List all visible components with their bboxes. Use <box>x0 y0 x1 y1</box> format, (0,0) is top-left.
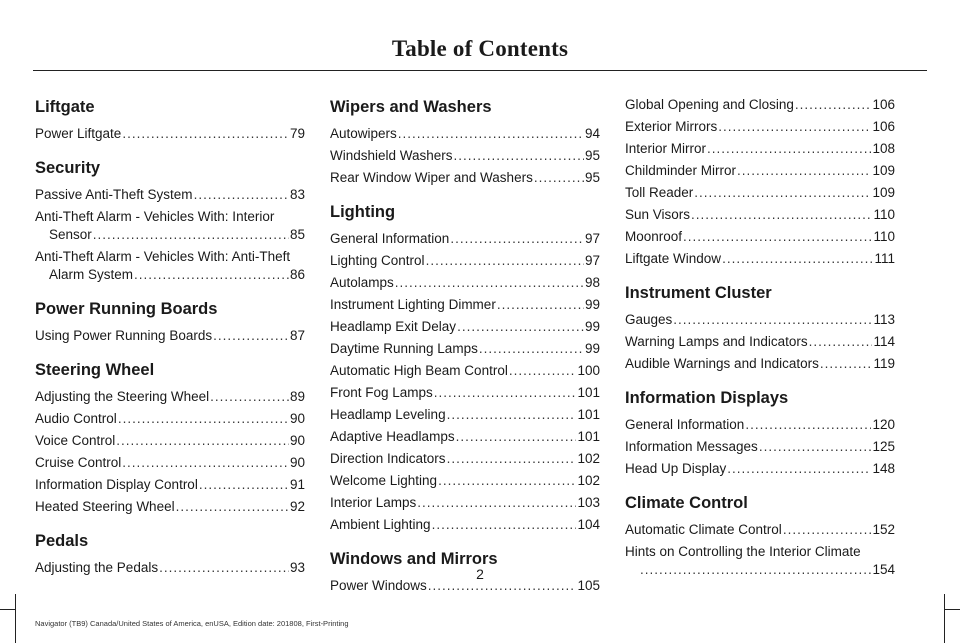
dot-leader <box>820 355 873 373</box>
crop-mark-left-horizontal <box>0 609 15 610</box>
entry-continuation <box>35 266 305 284</box>
toc-entry[interactable] <box>35 454 305 472</box>
dot-leader <box>134 266 289 284</box>
toc-section <box>625 387 895 478</box>
entry-page-number: 106 <box>872 119 895 134</box>
toc-column-2 <box>330 96 600 603</box>
dot-leader <box>707 140 871 158</box>
entry-page-number: 97 <box>584 253 600 268</box>
dot-leader <box>176 498 289 516</box>
toc-entry[interactable] <box>625 311 895 329</box>
dot-leader <box>194 186 289 204</box>
entry-label: Childminder Mirror <box>625 163 737 178</box>
entry-label: General Information <box>330 231 450 246</box>
section-heading: Climate Control <box>625 494 748 512</box>
dot-leader <box>737 162 871 180</box>
dot-leader <box>683 228 872 246</box>
entry-label: Moonroof <box>625 229 683 244</box>
edition-footer: Navigator (TB9) Canada/United States of America, enUSA, Edition date: 201808, First-Printing <box>35 619 349 628</box>
toc-section <box>625 282 895 373</box>
entry-page-number: 152 <box>872 522 895 537</box>
entry-label: Sun Visors <box>625 207 691 222</box>
dot-leader <box>199 476 289 494</box>
toc-entry[interactable] <box>35 208 305 244</box>
entry-label: Cruise Control <box>35 455 122 470</box>
toc-entry[interactable] <box>35 125 305 143</box>
entry-page-number: 103 <box>577 495 600 510</box>
entry-page-number: 106 <box>872 97 895 112</box>
entry-page-number: 91 <box>289 477 305 492</box>
section-heading: Information Displays <box>625 389 789 407</box>
entry-page-number: 90 <box>289 411 305 426</box>
entry-label: Adaptive Headlamps <box>330 429 455 444</box>
entry-label: Power Windows <box>330 578 427 593</box>
entry-label: Heated Steering Wheel <box>35 499 175 514</box>
entry-label-continued: Sensor <box>49 227 92 242</box>
entry-label: Toll Reader <box>625 185 694 200</box>
toc-section <box>625 96 895 268</box>
entry-page-number: 87 <box>289 328 305 343</box>
entry-label: Headlamp Leveling <box>330 407 446 422</box>
toc-section <box>35 96 305 143</box>
dot-leader <box>434 384 577 402</box>
entry-page-number: 90 <box>289 433 305 448</box>
toc-entry[interactable] <box>35 476 305 494</box>
dot-leader <box>795 96 872 114</box>
entry-label: Front Fog Lamps <box>330 385 433 400</box>
entry-page-number: 119 <box>873 356 895 371</box>
dot-leader <box>509 362 577 380</box>
section-heading: Security <box>35 159 101 177</box>
page-title: Table of Contents <box>391 36 569 61</box>
toc-section <box>35 298 305 345</box>
entry-page-number: 95 <box>584 170 600 185</box>
toc-entry[interactable] <box>330 169 600 187</box>
entry-page-number: 94 <box>584 126 600 141</box>
dot-leader <box>534 169 584 187</box>
entry-page-number: 92 <box>289 499 305 514</box>
toc-entry[interactable] <box>330 494 600 512</box>
toc-column-3 <box>625 96 895 587</box>
entry-label: Autolamps <box>330 275 394 290</box>
dot-leader <box>395 274 584 292</box>
entry-label: Interior Lamps <box>330 495 417 510</box>
toc-entry[interactable] <box>330 516 600 534</box>
entry-page-number: 120 <box>872 417 895 432</box>
entry-label: Autowipers <box>330 126 397 141</box>
toc-entry[interactable] <box>330 274 600 292</box>
toc-entry[interactable] <box>35 327 305 345</box>
dot-leader <box>497 296 584 314</box>
toc-entry[interactable] <box>330 428 600 446</box>
entry-page-number: 154 <box>872 562 895 577</box>
entry-label: Interior Mirror <box>625 141 707 156</box>
toc-entry[interactable] <box>625 140 895 158</box>
entry-page-number: 102 <box>577 451 600 466</box>
toc-entry[interactable] <box>330 450 600 468</box>
toc-column-1 <box>35 96 305 585</box>
toc-entry[interactable] <box>330 252 600 270</box>
dot-leader <box>673 311 872 329</box>
toc-entry[interactable] <box>330 230 600 248</box>
toc-entry[interactable] <box>625 416 895 434</box>
dot-leader <box>118 410 289 428</box>
toc-entry[interactable] <box>330 318 600 336</box>
dot-leader <box>116 432 289 450</box>
crop-mark-left-vertical <box>15 594 16 643</box>
toc-section <box>35 359 305 516</box>
dot-leader <box>809 333 873 351</box>
entry-page-number: 97 <box>584 231 600 246</box>
toc-entry[interactable] <box>625 118 895 136</box>
entry-label: Windshield Washers <box>330 148 453 163</box>
entry-page-number: 99 <box>584 319 600 334</box>
entry-page-number: 100 <box>577 363 600 378</box>
entry-continuation <box>35 226 305 244</box>
entry-label: Automatic High Beam Control <box>330 363 508 378</box>
toc-entry[interactable] <box>330 296 600 314</box>
dot-leader <box>447 450 577 468</box>
entry-page-number: 99 <box>584 297 600 312</box>
entry-label: Global Opening and Closing <box>625 97 794 112</box>
toc-entry[interactable] <box>35 186 305 204</box>
toc-entry[interactable] <box>625 96 895 114</box>
toc-entry[interactable] <box>625 250 895 268</box>
entry-page-number: 104 <box>577 517 600 532</box>
entry-page-number: 99 <box>584 341 600 356</box>
toc-entry[interactable] <box>330 125 600 143</box>
entry-page-number: 110 <box>873 207 895 222</box>
dot-leader <box>210 388 289 406</box>
dot-leader <box>456 428 577 446</box>
entry-page-number: 110 <box>873 229 895 244</box>
dot-leader <box>759 438 872 456</box>
section-heading: Windows and Mirrors <box>330 550 498 568</box>
toc-section <box>330 201 600 534</box>
crop-mark-right-vertical <box>944 594 945 643</box>
section-heading: Power Running Boards <box>35 300 218 318</box>
dot-leader <box>432 516 577 534</box>
entry-label: Head Up Display <box>625 461 727 476</box>
entry-label: Rear Window Wiper and Washers <box>330 170 533 185</box>
entry-page-number: 101 <box>577 407 600 422</box>
toc-entry[interactable] <box>330 340 600 358</box>
entry-page-number: 101 <box>577 385 600 400</box>
entry-label: Direction Indicators <box>330 451 446 466</box>
entry-label: Voice Control <box>35 433 116 448</box>
dot-leader <box>426 252 584 270</box>
toc-entry[interactable] <box>35 498 305 516</box>
entry-label: Exterior Mirrors <box>625 119 718 134</box>
toc-entry[interactable] <box>330 472 600 490</box>
entry-page-number: 85 <box>289 227 305 242</box>
entry-page-number: 111 <box>874 251 895 266</box>
entry-page-number: 114 <box>873 334 895 349</box>
section-heading: Wipers and Washers <box>330 98 492 116</box>
entry-label: Passive Anti-Theft System <box>35 187 193 202</box>
toc-entry[interactable] <box>625 333 895 351</box>
toc-entry[interactable] <box>35 248 305 284</box>
dot-leader <box>479 340 584 358</box>
dot-leader <box>694 184 871 202</box>
dot-leader <box>691 206 872 224</box>
toc-section <box>35 157 305 284</box>
entry-page-number: 108 <box>872 141 895 156</box>
dot-leader <box>783 521 872 539</box>
entry-page-number: 101 <box>577 429 600 444</box>
entry-page-number: 148 <box>872 461 895 476</box>
entry-label: Power Liftgate <box>35 126 122 141</box>
toc-entry[interactable] <box>625 184 895 202</box>
entry-label: Adjusting the Steering Wheel <box>35 389 210 404</box>
entry-label: Headlamp Exit Delay <box>330 319 457 334</box>
entry-label: Warning Lamps and Indicators <box>625 334 808 349</box>
section-heading: Pedals <box>35 532 89 550</box>
entry-label: Instrument Lighting Dimmer <box>330 297 496 312</box>
dot-leader <box>447 406 577 424</box>
toc-entry[interactable] <box>35 388 305 406</box>
entry-page-number: 109 <box>872 185 895 200</box>
toc-entry[interactable] <box>625 228 895 246</box>
entry-page-number: 109 <box>872 163 895 178</box>
dot-leader <box>93 226 289 244</box>
entry-label: Ambient Lighting <box>330 517 431 532</box>
toc-section <box>330 96 600 187</box>
section-heading: Lighting <box>330 203 396 221</box>
toc-entry[interactable] <box>625 206 895 224</box>
toc-entry[interactable] <box>625 438 895 456</box>
entry-label: Daytime Running Lamps <box>330 341 478 356</box>
entry-page-number: 95 <box>584 148 600 163</box>
dot-leader <box>438 472 576 490</box>
entry-label: Information Messages <box>625 439 758 454</box>
entry-label: Welcome Lighting <box>330 473 438 488</box>
entry-page-number: 98 <box>584 275 600 290</box>
entry-page-number: 83 <box>289 187 305 202</box>
entry-page-number: 102 <box>577 473 600 488</box>
entry-page-number: 113 <box>873 312 895 327</box>
dot-leader <box>457 318 584 336</box>
dot-leader <box>450 230 584 248</box>
dot-leader <box>122 125 289 143</box>
toc-entry[interactable] <box>330 362 600 380</box>
entry-page-number: 105 <box>577 578 600 593</box>
entry-page-number: 79 <box>289 126 305 141</box>
dot-leader <box>417 494 576 512</box>
dot-leader <box>718 118 871 136</box>
entry-label: Adjusting the Pedals <box>35 560 159 575</box>
entry-label: Anti-Theft Alarm - Vehicles With: Interior <box>35 209 275 224</box>
toc-entry[interactable] <box>625 521 895 539</box>
dot-leader <box>727 460 871 478</box>
entry-label: Automatic Climate Control <box>625 522 782 537</box>
toc-entry[interactable] <box>625 355 895 373</box>
section-heading: Liftgate <box>35 98 95 116</box>
entry-label: Gauges <box>625 312 673 327</box>
entry-label: Audio Control <box>35 411 117 426</box>
toc-entry[interactable] <box>35 410 305 428</box>
entry-page-number: 90 <box>289 455 305 470</box>
entry-label: Anti-Theft Alarm - Vehicles With: Anti-Theft <box>35 249 291 264</box>
entry-label: Hints on Controlling the Interior Climate <box>625 544 861 559</box>
section-heading: Instrument Cluster <box>625 284 772 302</box>
dot-leader <box>722 250 873 268</box>
header-divider <box>33 70 927 71</box>
toc-entry[interactable] <box>330 384 600 402</box>
entry-label-continued: Alarm System <box>49 267 134 282</box>
dot-leader <box>454 147 584 165</box>
dot-leader <box>398 125 584 143</box>
crop-mark-right-horizontal <box>945 609 960 610</box>
toc-entry[interactable] <box>625 460 895 478</box>
entry-label: Using Power Running Boards <box>35 328 213 343</box>
entry-label: Audible Warnings and Indicators <box>625 356 819 371</box>
dot-leader <box>122 454 289 472</box>
entry-label: Information Display Control <box>35 477 198 492</box>
entry-page-number: 125 <box>872 439 895 454</box>
entry-label: Liftgate Window <box>625 251 722 266</box>
entry-page-number: 86 <box>289 267 305 282</box>
entry-label: Lighting Control <box>330 253 425 268</box>
toc-entry[interactable] <box>330 406 600 424</box>
entry-label: General Information <box>625 417 745 432</box>
dot-leader <box>213 327 289 345</box>
toc-entry[interactable] <box>35 432 305 450</box>
page-number: 2 <box>476 566 484 582</box>
dot-leader <box>745 416 871 434</box>
toc-entry[interactable] <box>625 162 895 180</box>
section-heading: Steering Wheel <box>35 361 155 379</box>
entry-page-number: 89 <box>289 389 305 404</box>
toc-entry[interactable] <box>330 147 600 165</box>
entry-page-number: 93 <box>289 560 305 575</box>
